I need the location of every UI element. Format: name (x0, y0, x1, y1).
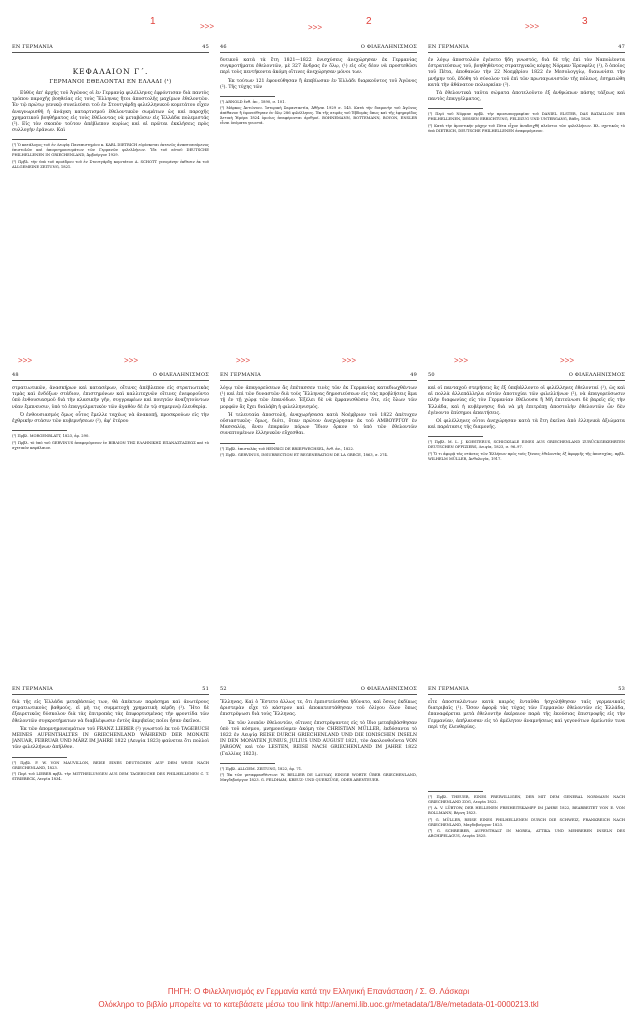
page-header (220, 44, 417, 53)
header-left: ΕΝ ΓΕΡΜΑΝΙΑ (12, 44, 53, 50)
chapter-subtitle: ΓΕΡΜΑΝΟΙ ΕΘΕΛΟΝΤΑΙ ΕΝ ΕΛΛΑΔΙ (¹) (49, 79, 172, 85)
marker-2: 2 (366, 16, 372, 27)
header-right: 45 (202, 44, 209, 50)
page-53 (428, 686, 625, 978)
paragraph: Ἐκ τῶν ἀπομνημονευμάτων τοῦ FRANZ LIEBER (²) γνωστοῦ ἐκ τοῦ TAGEBUCH MEINES AUFENTHALTES IN GRIECHENLAND WÄHREND DER MONATE JANUAR, FEBRUAR UND MÄRZ IM JAHRE 1822 (Λειψία 1823) φαίνεται ὅτι πολλοὶ τῶν φιλελλήνων ἀπήλθον. (12, 726, 209, 751)
paragraph: εἶτε ἀποσταλέντων κατὰ καιρὸς ἐνταῦθα ἠσχολήθησαν ταῖς γερμανικαῖς διατριβαῖς (¹). Ὅσον ἀφορᾷ τὰς τύχας τῶν Γερμανῶν ἐθελοντῶν εἰς Ἑλλάδα, ἐπαναφέρεται μετὰ ἐθελοντὴν ἀκέραιον παρὰ τῆς ἑκούσιας ἐπιστροφῆς εἰς τὴν Γερμανίαν, ἀπήλαυσαν εἰς τὸ ἀμέλητον ἀναμνήσεως καὶ γεγονότων ἀμείωτόν τινα περὶ τῆς ἐλευθερίας. (428, 700, 625, 730)
page-50 (428, 372, 625, 664)
footnote: (¹) Πρβλ. ALLGEM. ZEITUNG, 1822, ἀρ. 71. (220, 766, 303, 771)
source-line: ΠΗΓΗ: Ο Φιλελληνισμός εν Γερμανία κατά την Ελληνική Επανάσταση / Σ. Θ. Λάσκαρι (167, 987, 470, 996)
footnote: (¹) Πρβλ. THEUER, EINES FREIWILLIGEN, DER MIT DEM GENERAL NORMANN NACH GRIECHENLAND ZOG, Λειψία 1822. (428, 795, 625, 804)
paragraph: Ἐκ τούτων 121 ἐφονεύθησαν ἢ ἀπεβίωσαν ἐν Ἑλλάδι διαρκοῦντος τοῦ Ἀγῶνος (²). Τῆς τύχης τῶν (220, 78, 417, 90)
page-header (428, 44, 625, 53)
paragraph: καὶ οἱ πανταχοῦ στερήσεις ἃς ἐξ ὑπεβάλλοντο οἱ φιλέλληνες ἐθελονταί (¹), ὡς καὶ αἱ πολλὰ ἀλλεπάλληλα αὐτῶν ἀποτυχίαι τῶν φιλελλήνων (²), νὰ ἀπαγορεύσωσιν πλὴν διαφωνίας εἰς τὸν Γερμανίαν ἐθέλουσα ἢ Μῆ ἐπιτείνωσι δὲ βαρεῖς εἰς τὴν Ἑλλάδα, καὶ ἡ κυβέρνησις διὰ νὰ μὴ ἐπιτρέπῃ ἀποστολὴν ἐθελοντῶν ὧν δὲν ἐγένοντο ἐπίσημοι ἀπαιτήσεις. (428, 386, 625, 416)
footnote-divider (12, 430, 67, 431)
header-left: 48 (12, 372, 19, 378)
footnote: (¹) Πρβλ. M. L. J. KOESTERUS, SCHICKSALE EINES AUS GRIECHENLAND ZURÜCKGEKEHRTEN DEUTSCHEN OFFIZIERS, Λειψία, 1823, σ. 96–97. (428, 440, 625, 450)
marker-3: 3 (582, 16, 588, 27)
footnote: (¹) ARNOLD ἔνθ. ἀν., 1890, σ. 101. (220, 100, 286, 105)
footnote: (¹) Πρβλ. ἐπιστολὰς τοῦ HENRICI DE BRIEFWECHSEL, ἔνθ. ἀν., 1822. (220, 446, 355, 451)
footnote: (²) Ὅ τι ἀφορᾷ τὰς στάσεις τῶν Ἑλλήνων πρὸς τοὺς ξένους ἐθελοντὰς ἐξ ἀφορμῆς τῆς ἀποτυχίας, πρβλ. WILHELM MÜLLER, Ἀνθολογία, 1917. (428, 451, 625, 461)
footnote: (¹) Περὶ τοῦ Νόρμαν πρβλ. τὴν προσωπογραφίαν τοῦ DANIEL ELSTER, DAS BATAILLON DER PHILHELLENEN, DESSEN ERRICHTUNG, FELDZUG UND UNTERGANG, Βάδη, 1828. (428, 112, 625, 122)
top-page-markers (0, 0, 637, 40)
footnote: (¹) Πρβλ. F. W. VON MAUVILLON, REISE EINES DEUTSCHEN AUF DEM WEGE NACH GRIECHENLAND, 1823. (12, 760, 209, 770)
paragraph: δυτικοῦ κατὰ τὰ ἔτη 1821—1822 ἐνισχύσεις ἀνεχώρησαν ἐκ Γερμανίας συγκροτήματα ἐθελοντῶν, μὲ 327 ἄνδρας ἐν ὅλῳ, (¹) εἰς οὓς δέον νὰ προστεθῶσι περὶ τοὺς πεντήκοντα ἀκόμη οἵτινες ἀνεχώρησαν μόνοι των. (220, 58, 417, 76)
nav-arrow-row2-f[interactable]: >>> (560, 356, 575, 365)
footnote: (³) G. MÜLLER, REISE EINES PHILHELLENEN DURCH DIE SCHWEIZ, FRANKREICH NACH GRIECHENLAND, Μαγδεβούργον 1823. (428, 817, 625, 827)
page-48 (12, 372, 209, 664)
footnote: (²) A. V. LÜBTOW, DER HELLENEN FREIHEITSKAMPF IM JAHRE 1822, BEARBEITET VON E. VON BOLLMANN, Βέρνη 1823. (428, 806, 625, 816)
footnote: (¹) Ὁ κατάλογος τοῦ ἐν Λειψίᾳ Πανεπιστημίου κ. KARL DIETRICH εὑρίσκεται ἐκτενῶς ἀναπτυσσόμενος ἐπιστολῶν καὶ ἀπομνημονευμάτων τῶν Γερμανῶν φιλελλήνων. Ἴδε τοῦ αὐτοῦ DEUTSCHE PHILHELLENEN IN GRIECHENLAND, Ἀμβούργον 1929. (12, 143, 209, 158)
footnote: (²) Πρβλ. τὸ ὑπὸ τοῦ GERVINUS ἀναφερόμενον ἐν ΒΙΒΛΙΟΝ ΤΗΣ ΕΛΛΗΝΙΚΗΣ ΕΠΑΝΑΣΤΑΣΕΩΣ καὶ τὸ σχετικὸν κεφάλαιον. (12, 440, 209, 450)
footnote: (²) Περὶ τοῦ LIEBER πρβλ. τὴν MITTHEILUNGEN AUS DEM TAGEBUCHE DES PHILHELLENEN C. T. STRIEBECK, Λειψία 1834. (12, 771, 209, 781)
paragraph: Οἱ φιλέλληνες οὗτοι ἀνεχώρησαν κατὰ τὰ ἔτη ἐκεῖνα ἀπὸ ἑλληνικὰ ἀξιώματα καὶ παράτασις τῆς διαμονῆς. (428, 419, 625, 431)
paragraph: Τὰ ἐθελοντικὰ ταῦτα σώματα ἀποτελοῦντο ἐξ ἀνθρώπων πάσης τάξεως καὶ παντὸς ἐπαγγέλματος, (428, 91, 625, 103)
page-header (220, 372, 417, 381)
footnote: (²) Πρβλ. τὴν ὑπὸ τοῦ προέδρου τοῦ ἐν Στουτγάρδῃ κομιτάτου A. SCHOTT γενομένην ἐκθεσιν ἐκ τοῦ ALLGEMEINE ZEITUNG, 1821. (12, 159, 209, 169)
nav-arrow-row2-b[interactable]: >>> (124, 356, 139, 365)
page-51 (12, 686, 209, 978)
page-52 (220, 686, 417, 978)
footnote-divider (220, 96, 275, 97)
paragraph: Ὁ ἐνθουσιασμός ὅμως οὗτος ἔμελλε ταχέως νὰ ἀνακοπῇ, προσκρούων εἰς τὴν ἐχθρικὴν στάσιν τῶν κυβερνήσεων (²), ἀφ' ἑτέρου (12, 412, 209, 425)
header-right: Ο ΦΙΛΕΛΛΗΝΙΣΜΟΣ (360, 44, 417, 50)
header-left: ΕΝ ΓΕΡΜΑΝΙΑ (220, 372, 261, 378)
paragraph: στρατιωτικῶν, ἀνασκήρων καὶ κατασέρων, οἵτινες ἀπέβλεπον εἰς στρατιωτικὰς τιμὰς καὶ ἐνδόξων στάδιον, ἐπιστημόνων καὶ καλλιτεχνῶν οἵτινες ἐνεφοροῦντο ὑπὸ ἐνθουσιασμοῦ διὰ τὴν κλασικὴν γῆν, συγγραφέων καὶ ποιητῶν ἀναζητούντων νέαν ἔμπνευσιν, ὑπὸ τὸ ἐπαγγελματικὸν τῶν ἀγαθὸν δὲ ἐν τῷ σημερινῷ ἐλευθερίᾳ. (12, 386, 209, 410)
header-left: ΕΝ ΓΕΡΜΑΝΙΑ (428, 44, 469, 50)
header-right: Ο ΦΙΛΕΛΛΗΝΙΣΜΟΣ (568, 372, 625, 378)
nav-arrow-row2-a[interactable]: >>> (18, 356, 33, 365)
nav-arrow-row2-e[interactable]: >>> (454, 356, 469, 365)
paragraph: Ἕλληνας. Καὶ ὁ Ἕστετο ἀλλως τε, ὅτι ἐμπιστεύεσθαι ἠδύνατο, καὶ ὅσοις ἐκδίκως ἀριστερὰν εἶχε τὸ κάστρον καὶ ἀποκατεστάθησαν τοῦ ὀλίγου ὅλον ὅπως ἐπιστρέψωσι διὰ τοὺς Ἕλληνας. (220, 700, 417, 718)
paragraph: διὰ τῆς εἰς Ἑλλάδα μεταβάσεώς των, θὰ ἀπέκτων παράσημα καὶ ἀνωτέρους στρατιωτικοὺς βαθμούς, εἰ μὴ τις συμμετοχὴ χρηματικὴ κέρδη (¹). Ἤτο δὲ ἐξαιρετικῶς δύσκολον διὰ τὰς ἐπιτροπὰς τὰς ἐπιφορτισμένας τὴν φροντίδα τῶν ἐθελοντῶν συγκροτήματων νὰ διαβλέψωσιν ἐντὸς ἀκριβείας ποῖοι ἦσαν ἐκεῖνοι. (12, 700, 209, 724)
nav-arrow-p3[interactable]: >>> (525, 22, 540, 31)
footnote-divider (428, 108, 483, 109)
footnote: (¹) Πρβλ. MORGENBLATT, 1823, ἀρ. 290. (12, 434, 90, 439)
page-header (12, 686, 209, 695)
marker-1: 1 (150, 16, 156, 27)
page-header (12, 372, 209, 381)
page-45 (12, 44, 209, 336)
header-right: Ο ΦΙΛΕΛΛΗΝΙΣΜΟΣ (152, 372, 209, 378)
footnote-divider (428, 791, 483, 792)
paragraph: Ἐκ τῶν λοιπῶν ἐθελοντῶν, οἵτινες ἐπιστρέψαντες εἰς τὸ ἴδιο μεταβιβάσθησαν ὑπὸ τοῦ κόσμου, μνημονεύομεν ἀκόμη τὸν CHRISTIAN MÜLLER, ἐκδόσαντα τὸ 1822 ἐν Λειψίᾳ REISE DURCH GRIECHENLAND UND DIE IONISCHEN INSELN IN DEN MONATEN JUNIUS, JULIUS UND AUGUST 1821, τὸν ἀκολουθοῦντα VON JARGOW, καὶ τὸν LESTEN, REISE NACH GRIECHENLAND IM JAHRE 1822 (Γαλλίας 1823). (220, 720, 417, 757)
page-header (220, 686, 417, 695)
footnote-divider (220, 763, 275, 764)
header-left: ΕΝ ΓΕΡΜΑΝΙΑ (428, 686, 469, 692)
footnote: (²) Πρβλ. GERVINUS, INSURRECTION ET REGENERATION DE LA GRECE, 1863, σ. 274. (220, 453, 389, 458)
footnote: (²) Κατὰ τὴν ἀμυντικὴν μάχην τοῦ Πέτα εἶχον ἀναδειχθῆ πλεῖστοι τῶν φιλελλήνων. Βλ. σχετικῶς τὸ ὑπὸ DIETRICH, DEUTSCHE PHILHELLENEN ἀναφερόμενον. (428, 123, 625, 133)
header-left: ΕΝ ΓΕΡΜΑΝΙΑ (12, 686, 53, 692)
header-left: 46 (220, 44, 227, 50)
footnote: (²) Μάρκος Ἀντώνιου. Ἱστορικὴ Σαρανταετία, Ἀθῆναι 1929 σ. 145. Κατὰ τὴν διαμονὴν τοῦ Ἀγῶνος ἀπέθανον ἢ ἐφονεύθησαν ἐν ὅλῳ 286 φιλέλληνες. Ἐκ τῆς σειρᾶς τοῦ Ἑβδομὰς ὅπως καὶ τῆς ἐφημερίδος Ἀττικὴ Ἡμέρα 1824 ὁμοίως ἀναφέρονται ἀριθμοί. BOHNEMANN, BOTTEMANN, BOYON, ENSLER εἶναι ὀνόματα γνωστά. (220, 106, 417, 126)
footnote: (²) Ἐκ τῶν μεταφρασθέντων: W. BELLIER DE LAUNAY, EINIGE WORTE ÜBER GRIECHENLAND, Μαγδεβούργον 1823. G. FELDHAM, KREUZ- UND QUERZÜGE, ODER ABENTEUER. (220, 773, 417, 783)
page-46 (220, 44, 417, 336)
page-header (428, 686, 625, 695)
header-right: 53 (618, 686, 625, 692)
footnote-divider (12, 139, 67, 140)
footnote-divider (428, 436, 483, 437)
page-47 (428, 44, 625, 336)
footnote: (⁴) G. SCHREIBER, AUFENTHALT IN MOREA, ATTIKA UND MEHREREN INSELN DES ARCHIPELAGUS, Λειψία 1825. (428, 828, 625, 838)
page-49 (220, 372, 417, 664)
paragraph: λόγῳ τῶν ἀπαγορεύσεων ἃς ἐπέτασσεν τινὲς τῶν ἐκ Γερμανίας καταδιωχθέντων (¹) καὶ ἐπὶ τῶν δυναστῶν διὰ τοὺς Ἕλληνας δημοσιεύσεων εἰς τὰς προβλήσεις ἅμα τῇ ἐν τῇ χώρᾳ τῶν ἐπανόδων. Ἐξέλει δὲ νὰ ἐμφανισθῶσιν ὅτε, εἰς ὅλων τῶν μορφῶν ἃς ἔχει διαλάβη ἡ φιλελληνισμός. (220, 386, 417, 410)
footnote-divider (220, 443, 275, 444)
nav-arrow-row2-c[interactable]: >>> (236, 356, 251, 365)
nav-arrow-top[interactable]: >>> (308, 23, 323, 32)
header-right: 47 (618, 44, 625, 50)
header-right: Ο ΦΙΛΕΛΛΗΝΙΣΜΟΣ (360, 686, 417, 692)
page-header (12, 44, 209, 53)
nav-arrow-p1[interactable]: >>> (200, 22, 215, 31)
nav-arrow-row2-d[interactable]: >>> (342, 356, 357, 365)
source-footer (0, 985, 637, 1011)
footnote-divider (12, 757, 67, 758)
paragraph: ἐν λόγῳ ἀποστολῶν ἐγένετο ἤδη γνωστός, διὰ δὲ τῆς ἐπὶ τὸν Ναπολέοντα ἐστρατεύσεως τοῦ, βοηθηθέντος στρατηγικῶς κόμης Νόρμαν Ἐρενφέλς (¹), ὅ ὁποῖος τοῦ Πέτα, ἀποθανὼν τὴν 22 Νοεμβρίου 1822 ἐν Μεσολογγίῳ, διαιωνίσει τὴν μνήμην τοῦ, ἐδόθη τὸ σύνολον τοῦ ἐπὶ τῶν πρωταγωνιστῶν τῆς πόλεως, ἐσημειώθη κατὰ τὴν ἀθάνατον πολιορκίαν (²). (428, 58, 625, 88)
header-left: 50 (428, 372, 435, 378)
chapter-title: ΚΕΦΑΛΑΙΟΝ Γ΄. (72, 67, 149, 76)
paragraph: Εὐθὺς ἀπ' ἀρχῆς τοῦ Ἀγῶνος οἱ ἐν Γερμανίᾳ φιλέλληνες ἐφρόντισαν διὰ παντὸς τρόπου παροχῆς βοηθείας εἰς τοὺς Ἕλληνας ἤτοι ἀποστολῆς μαχίμων ἐθελοντῶν. Ἐν τῷ πρώτῳ γενικῷ συνελεύσει τοῦ ἐν Στουτγάρδῃ φιλελληνικοῦ κομιτάτου εἶχεν ἀναγνωρισθῆ ἡ ἀνάγκη καταρτισμοῦ ἐθελοντικῶν σωμάτων ὡς καὶ παροχῆς χρηματικοῦ βοηθήματος εἰς τοὺς ἐθέλοντας νὰ μεταβῶσιν εἰς Ἑλλάδα πολεμιστάς (²). Εἰς τὸν σκοπὸν τοῦτον ἀπέβλεπον κυρίως καὶ αἱ πρῶται ἐκκλήσεις πρὸς συλλογὴν ἐράνων. Καὶ (12, 91, 209, 134)
page-header (428, 372, 625, 381)
header-right: 51 (202, 686, 209, 692)
header-left: 52 (220, 686, 227, 692)
header-right: 49 (410, 372, 417, 378)
paragraph: Ἡ τελευταία ἀποστολή, ἀναχωρήσασα κατὰ Νοέμβριον τοῦ 1822 ἀπέτυχεν οὐσιαστικῶς· ὅμως, διότι, ὅταν πρώτον ἀνεχώρησαν ἐκ τοῦ ΑΜΒΟΥΡΓΟΥ ἐν Μασσαλίᾳ, ἄνευ ἐπαρκῶν πόρων Ἴδιον ὅρκον τὸ ὑπὸ τῶν ἐθελοντῶν συνεπτομένων ἐλληνικῶν εὔχεσθαι. (220, 412, 417, 437)
download-link-line[interactable]: Ολόκληρο το βιβλίο μπορείτε να το κατεβάσετε μέσω του link http://anemi.lib.uoc.gr/metadata/1/8/e/metadata-01-0000213.tkl (98, 1000, 539, 1009)
